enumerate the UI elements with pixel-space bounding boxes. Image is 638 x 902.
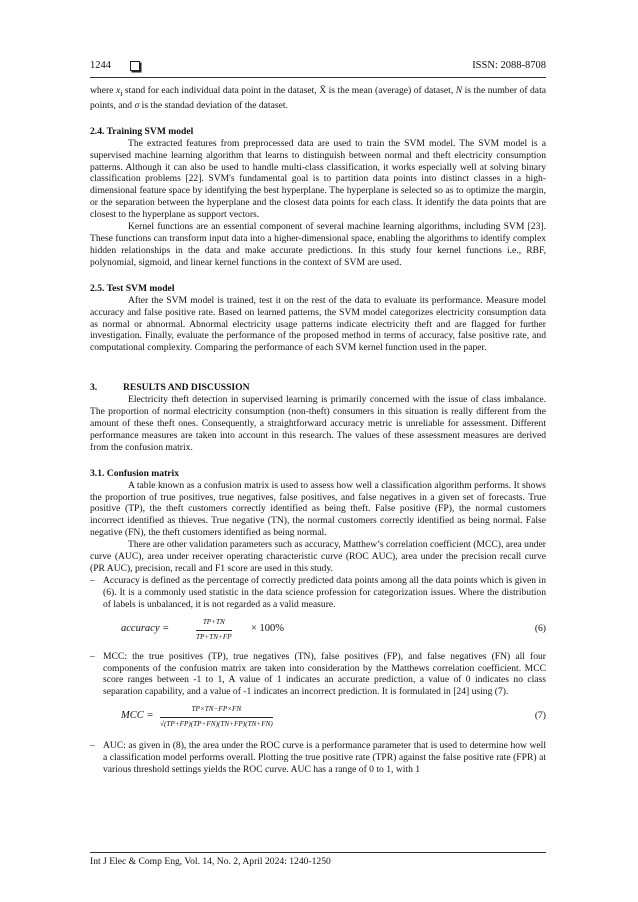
footer-rule xyxy=(90,852,546,853)
equation-fraction: $\frac{TP+TN}{TP+TN+FP}$ xyxy=(196,617,232,641)
equation-6 xyxy=(103,616,546,646)
equation-7 xyxy=(103,703,546,735)
header-rule xyxy=(90,77,546,78)
equation-lhs: MCC = xyxy=(121,710,154,722)
paragraph: After the SVM model is trained, test it on the rest of the data to evaluate its performance. Measure model accuracy and false positive rate. Based on learned patterns, the SVM model categorizes electricity consumption data as normal or abnormal. Abnormal electricity usage patterns indicate electricity theft and are flagged for further investigation. Finally, evaluate the performance of the proposed method in terms of accuracy, false positive rate, and computational complexity. Comparing the performance of each SVM kernel function used in the paper. xyxy=(90,294,546,354)
list-item-accuracy: – Accuracy is defined as the percentage of correctly predicted data points among all the data points which is given in (6). It is a commonly used statistic in the data science profession for categorization issues. Where the distribution of labels is unbalanced, it is not regarded as a valid measure. accuracy = $\frac{TP+TN}{TP+TN+FP}$ × 100% (6) xyxy=(90,575,546,646)
body-text xyxy=(90,85,546,776)
checkbox-square-icon xyxy=(130,61,140,71)
intro-paragraph: where $x_i$ stand for each individual data point in the dataset, X̄ is the mean (average) of dataset, N is the number of data points, and σ is the standad deviation of the dataset. xyxy=(90,85,546,111)
list-item-auc: – AUC: as given in (8), the area under the ROC curve is a performance parameter that is used to determine how well a classification model performs overall. Plotting the true positive rate (TPR) against the false positive rate (FPR) at various threshold settings yields the ROC curve. AUC has a range of 0 to 1, with 1 xyxy=(90,740,546,776)
section-heading-2-5: 2.5. Test SVM model xyxy=(90,282,175,294)
equation-fraction: $\frac{TP\times TN-FP\times FN}{√(TP+FP)(TP+FN)(TN+FP)(TN+FN)}$ xyxy=(160,705,273,729)
metric-list xyxy=(90,575,546,776)
page-number: 1244 xyxy=(90,60,111,71)
paragraph: Kernel functions are an essential component of several machine learning algorithms, including SVM [23]. These functions can transform input data into a higher-dimensional space, enabling the algorithms to identify complex hidden relationships in the data and make accurate predictions. In this study four kernel functions i.e., RBF, polynomial, sigmoid, and linear kernel functions in the context of SVM are used. xyxy=(90,221,546,268)
footer-citation: Int J Elec & Comp Eng, Vol. 14, No. 2, April 2024: 1240-1250 xyxy=(90,856,331,867)
equation-tail: × 100% xyxy=(251,622,285,634)
equation-number: (7) xyxy=(534,710,546,722)
issn-label: ISSN: 2088-8708 xyxy=(472,60,546,71)
paragraph: A table known as a confusion matrix is used to assess how well a classification algorithm performs. It shows the proportion of true positives, true negatives, false positives, and false negatives in a given set of forecasts. True positive (TP), the theft customers correctly identified as being theft. False positive (FP), the normal customers incorrect identified as thieves. True negative (TN), the normal customers correctly identified as being normal. False negative (FN), the theft customers identified as being normal. xyxy=(90,479,546,539)
section-heading-3-1: 3.1. Confusion matrix xyxy=(90,467,180,479)
section-heading-2-4: 2.4. Training SVM model xyxy=(90,125,194,137)
section-heading-3: 3. RESULTS AND DISCUSSION xyxy=(90,382,250,394)
running-header xyxy=(90,60,546,76)
list-item-mcc: – MCC: the true positives (TP), true negatives (TN), false positives (FP), and false negatives (FN) all four components of the confusion matrix are taken into consideration by the Matthews correlation coefficient. MCC score ranges between -1 to 1, A value of 1 indicates an accurate prediction, a value of 0 indicates no class separation capability, and a value of -1 indicates an incorrect prediction. It is formulated in [24] using (7). MCC = $\frac{TP\times TN-FP\times FN}{√(TP+FP)(TP+FN)(TN+FP)(TN+FN)}$ (7) xyxy=(90,651,546,736)
paragraph: The extracted features from preprocessed data are used to train the SVM model. The SVM model is a supervised machine learning algorithm that learns to distinguish between normal and theft electricity consumption patterns. Although it can also be used to handle multi-class classification, it works especially well at solving binary classification problems [22]. SVM's fundamental goal is to partition data points into distinct classes in a high-dimensional feature space by identifying the best hyperplane. The hyperplane is selected so as to optimize the margin, or the separation between the hyperplane and the closest data points for each class. It identify the data points that are closest to the hyperplane as support vectors. xyxy=(90,137,546,221)
equation-number: (6) xyxy=(534,622,546,634)
paragraph: There are other validation parameters such as accuracy, Matthew’s correlation coefficient (MCC), area under curve (AUC), area under receiver operating characteristic curve (ROC AUC), area under the precision recall curve (PR AUC), precision, recall and F1 score are used in this study. xyxy=(90,539,546,574)
equation-lhs: accuracy = xyxy=(121,622,170,634)
paragraph: Electricity theft detection in supervised learning is primarily concerned with the issue of class imbalance. The proportion of normal electricity consumption (non-theft) consumers in this situation is really different from the amount of these theft ones. Consequently, a straightforward accuracy metric is unreliable for assessment. Different performance measures are taken into account in this research. The values of these assessment measures are derived from the confusion matrix. xyxy=(90,394,546,453)
